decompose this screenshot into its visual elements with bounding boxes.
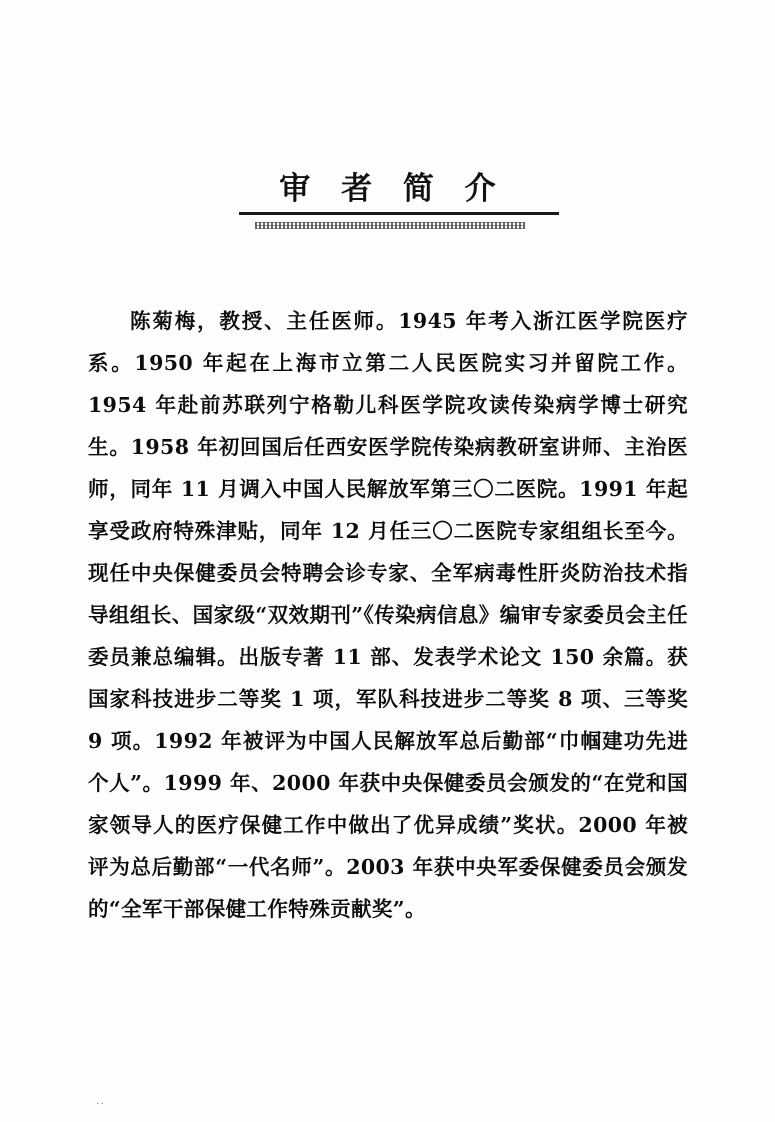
title-rule-ornament xyxy=(255,222,525,229)
page-footer-mark: .. xyxy=(96,1094,105,1107)
biography-block xyxy=(88,300,688,930)
biography-text: 陈菊梅，教授、主任医师。1945 年考入浙江医学院医疗系。1950 年起在上海市立第二人民医院实习并留院工作。1954 年赴前苏联列宁格勒儿科医学院攻读传染病学博士研究生。1958 年初回国后任西安医学院传染病教研室讲师、主治医师，同年 11 月调入中国人民解放军第三〇二医院。1991 年起享受政府特殊津贴，同年 12 月任三〇二医院专家组组长至今。现任中央保健委员会特聘会诊专家、全军病毒性肝炎防治技术指导组组长、国家级“双效期刊”《传染病信息》编审专家委员会主任委员兼总编辑。出版专著 11 部、发表学术论文 150 余篇。获国家科技进步二等奖 1 项，军队科技进步二等奖 8 项、三等奖 9 项。1992 年被评为中国人民解放军总后勤部“巾帼建功先进个人”。1999 年、2000 年获中央保健委员会颁发的“在党和国家领导人的医疗保健工作中做出了优异成绩”奖状。2000 年被评为总后勤部“一代名师”。2003 年获中央军委保健委员会颁发的“全军干部保健工作特殊贡献奖”。 xyxy=(88,309,688,921)
title-rule-line xyxy=(239,212,559,215)
page-title: 审 者 简 介 xyxy=(279,171,506,207)
title-rule xyxy=(239,212,559,229)
title-block xyxy=(0,163,775,208)
